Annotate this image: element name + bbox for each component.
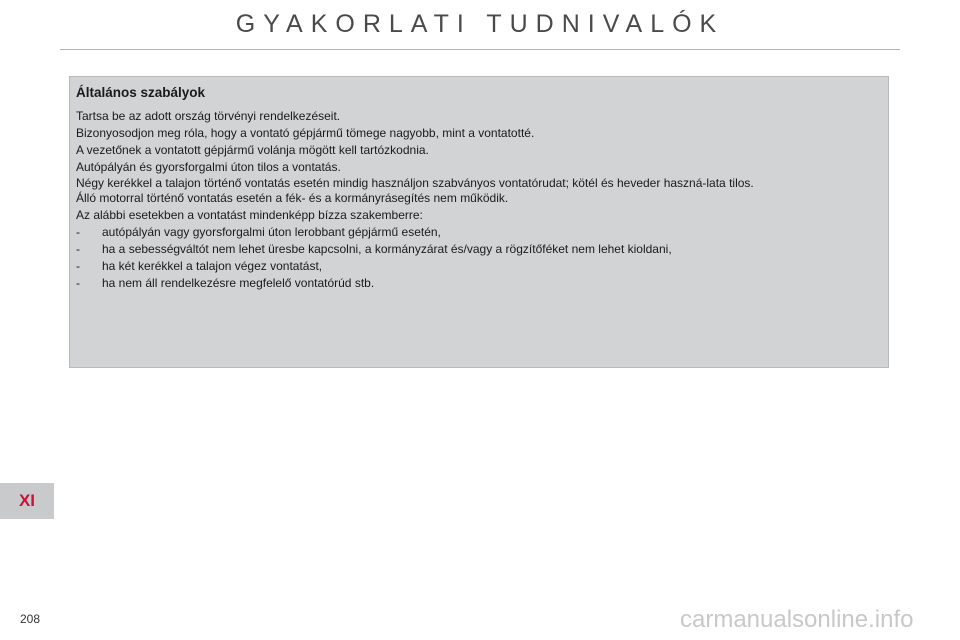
info-box [69,76,889,368]
page-title: GYAKORLATI TUDNIVALÓK [235,10,725,38]
box-heading: Általános szabályok [76,85,206,100]
paragraph-rule-weight: Bizonyosodjon meg róla, hogy a vontató gépjármű tömege nagyobb, mint a vontatotté. [76,126,535,140]
list-item [76,260,882,273]
list-item-text: ha nem áll rendelkezésre megfelelő vontatórúd stb. [102,276,375,290]
paragraph-rule-towbar: Négy kerékkel a talajon történő vontatás esetén mindig használjon szabványos vontatórudat; kötél és heveder haszná-lata tilos. [76,176,754,190]
list-marker: - [76,276,80,290]
watermark: carmanualsonline.info [680,606,914,633]
paragraph-rule-law: Tartsa be az adott ország törvényi rendelkezéseit. [76,109,341,123]
list-item-text: autópályán vagy gyorsforgalmi úton lerobbant gépjármű esetén, [102,225,441,239]
list-item [76,243,882,256]
paragraph-rule-engine-off: Álló motorral történő vontatás esetén a fék- és a kormányrásegítés nem működik. [76,191,509,205]
list-item-text: ha a sebességváltót nem lehet üresbe kapcsolni, a kormányzárat és/vagy a rögzítőféket nem lehet kioldani, [102,242,672,256]
chapter-tab[interactable] [0,483,54,519]
list-item [76,226,882,239]
paragraph-rule-highway: Autópályán és gyorsforgalmi úton tilos a vontatás. [76,160,341,174]
paragraph-rule-driver: A vezetőnek a vontatott gépjármű volánja mögött kell tartózkodnia. [76,143,429,157]
chapter-tab-label: XI [18,491,36,510]
page-number: 208 [20,612,41,626]
paragraph-rule-professional: Az alábbi esetekben a vontatást mindenképp bízza szakemberre: [76,208,423,222]
list-marker: - [76,242,80,256]
title-divider [60,49,900,50]
list-marker: - [76,259,80,273]
list-item [76,277,882,290]
list-item-text: ha két kerékkel a talajon végez vontatást, [102,259,323,273]
professional-cases-list [76,226,882,290]
list-marker: - [76,225,80,239]
